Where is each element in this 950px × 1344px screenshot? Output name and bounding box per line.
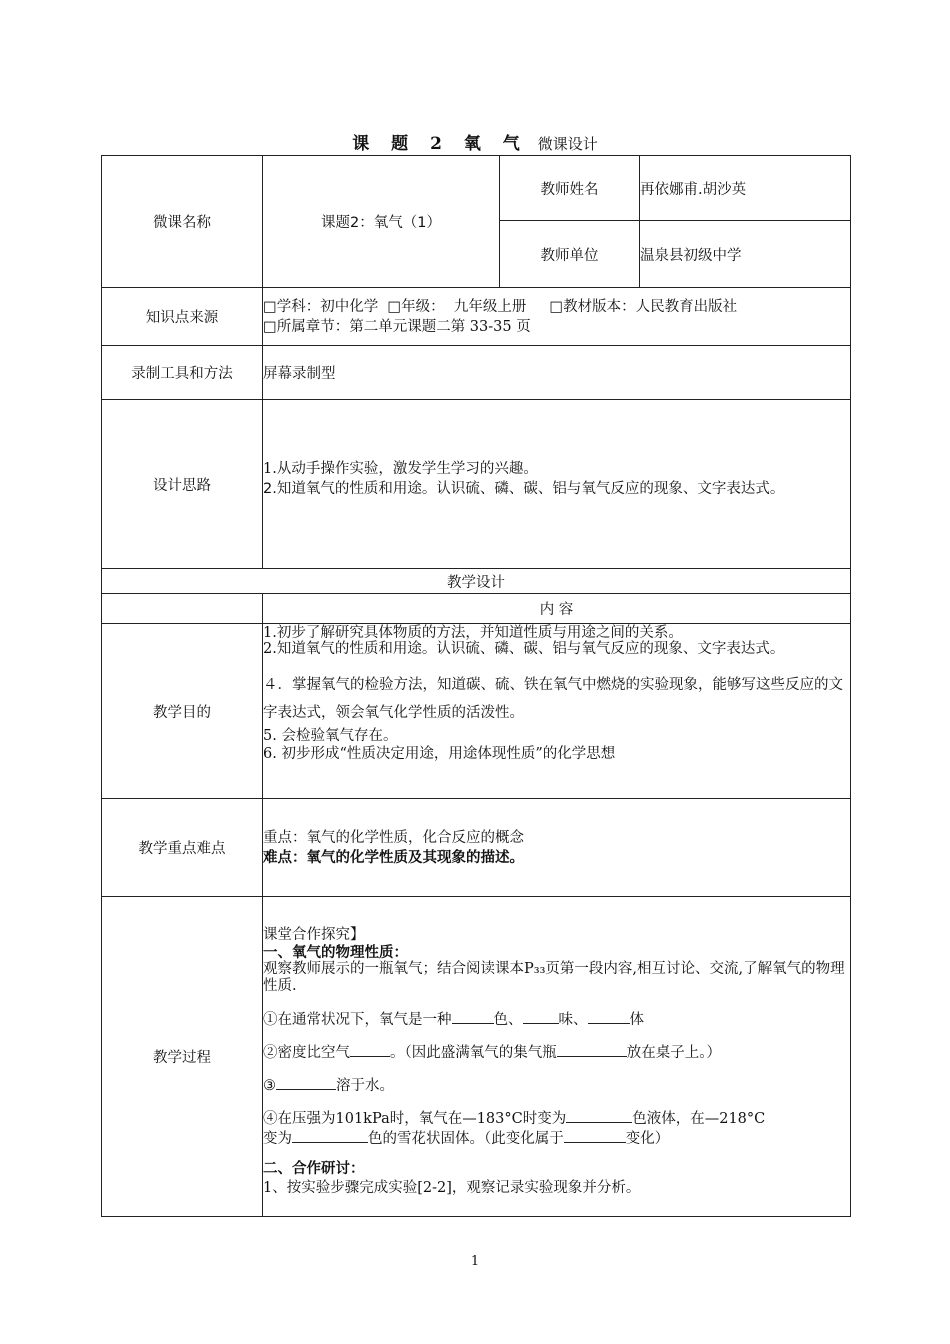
design-line-2: 2.知道氧气的性质和用途。认识硫、磷、碳、铝与氧气反应的现象、文字表达式。 [263,481,785,497]
page-title [0,129,950,154]
physical-properties-title: 一、氧气的物理性质： [263,945,408,961]
design-content [263,400,851,569]
tools-value: 屏幕录制型 [263,346,851,400]
objective-item: ４．掌握氧气的检验方法，知道碳、硫、铁在氧气中燃烧的实验现象，能够写这些反应的文字表达式，领会氧气化学性质的活泼性。 [263,677,843,721]
objectives-label: 教学目的 [102,624,263,799]
q1-blank-color[interactable] [452,1009,494,1024]
source-content [263,288,851,346]
process-label: 教学过程 [102,897,263,1217]
key-point: 重点：氧气的化学性质，化合反应的概念 [263,829,524,846]
q4-text-e: 变化） [625,1131,670,1147]
q4-blank-change-type[interactable] [564,1128,626,1143]
lesson-table [101,155,851,1217]
q2-blank-density[interactable] [350,1042,390,1057]
process-intro: 课堂合作探究】 [263,927,365,943]
q4-blank-solid-color[interactable] [292,1128,368,1143]
page-number: 1 [470,1254,480,1269]
q1-text-a: ①在通常状况下，氧气是一种 [263,1012,452,1028]
empty-cell [102,594,263,624]
design-line-1: 1.从动手操作实验，激发学生学习的兴趣。 [263,461,538,477]
title-suffix: 微课设计 [537,135,598,153]
objective-item: 1.初步了解研究具体物质的方法，并知道性质与用途之间的关系。 [263,625,683,641]
q1-blank-state[interactable] [588,1009,630,1024]
q4-blank-liquid-color[interactable] [566,1108,632,1123]
difficult-point: 难点：氧气的化学性质及其现象的描述。 [263,849,524,866]
question-3 [263,1075,850,1096]
teaching-design-title: 教学设计 [102,569,851,594]
objective-item: 2.知道氧气的性质和用途。认识硫、磷、碳、铝与氧气反应的现象、文字表达式。 [263,641,785,657]
q4-text-d: 色的雪花状固体。（此变化属于 [368,1131,564,1147]
q4-text-c: 变为 [263,1131,292,1147]
key-points-content [263,799,851,897]
q3-text-b: 溶于水。 [336,1078,394,1094]
q2-text-c: 放在桌子上。） [626,1045,721,1061]
course-name-label: 微课名称 [102,156,263,288]
q4-text-b: 色液体，在—218°C [632,1111,766,1127]
question-4 [263,1108,850,1148]
source-label: 知识点来源 [102,288,263,346]
q2-text-b: 。（因此盛满氧气的集气瓶 [390,1045,557,1061]
tools-label: 录制工具和方法 [102,346,263,400]
q1-text-c: 味、 [558,1012,588,1028]
teacher-unit-value: 温泉县初级中学 [640,221,851,288]
cooperative-study-title: 二、合作研讨： [263,1161,365,1177]
q1-text-d: 体 [629,1012,644,1028]
content-header: 内 容 [263,594,851,624]
teacher-unit-label: 教师单位 [500,221,640,288]
q1-text-b: 色、 [493,1012,523,1028]
q1-blank-smell[interactable] [523,1009,559,1024]
course-name-value: 课题2：氧气（1） [263,156,500,288]
q3-blank-solubility[interactable] [276,1075,336,1090]
physical-properties-text: 观察教师展示的一瓶氧气；结合阅读课本P₃₃页第一段内容,相互讨论、交流,了解氧气的物理性质. [263,961,845,994]
question-2 [263,1042,850,1063]
key-points-label: 教学重点难点 [102,799,263,897]
objective-item: 5. 会检验氧气存在。 [263,728,398,744]
cooperative-study-text: 1、按实验步骤完成实验[2-2]，观察记录实验现象并分析。 [263,1180,641,1196]
source-line-2: □所属章节：第二单元课题二第 33-35 页 [263,318,531,335]
lesson-title: 课 题 2 氧 气 [352,134,528,154]
source-line-1: □学科：初中化学 □年级： 九年级上册 □教材版本：人民教育出版社 [263,298,738,315]
teacher-name-value: 再依娜甫.胡沙英 [640,156,851,221]
design-label: 设计思路 [102,400,263,569]
objective-item: 6. 初步形成“性质决定用途，用途体现性质”的化学思想 [263,746,616,762]
q2-blank-placement[interactable] [557,1042,627,1057]
teacher-name-label: 教师姓名 [500,156,640,221]
q4-text-a: ④在压强为101kPa时，氧气在—183°C时变为 [263,1111,567,1127]
objectives-content [263,624,851,799]
q3-text-a: ③ [263,1078,276,1094]
question-1 [263,1009,850,1030]
q2-text-a: ②密度比空气 [263,1045,350,1061]
process-content [263,897,851,1217]
